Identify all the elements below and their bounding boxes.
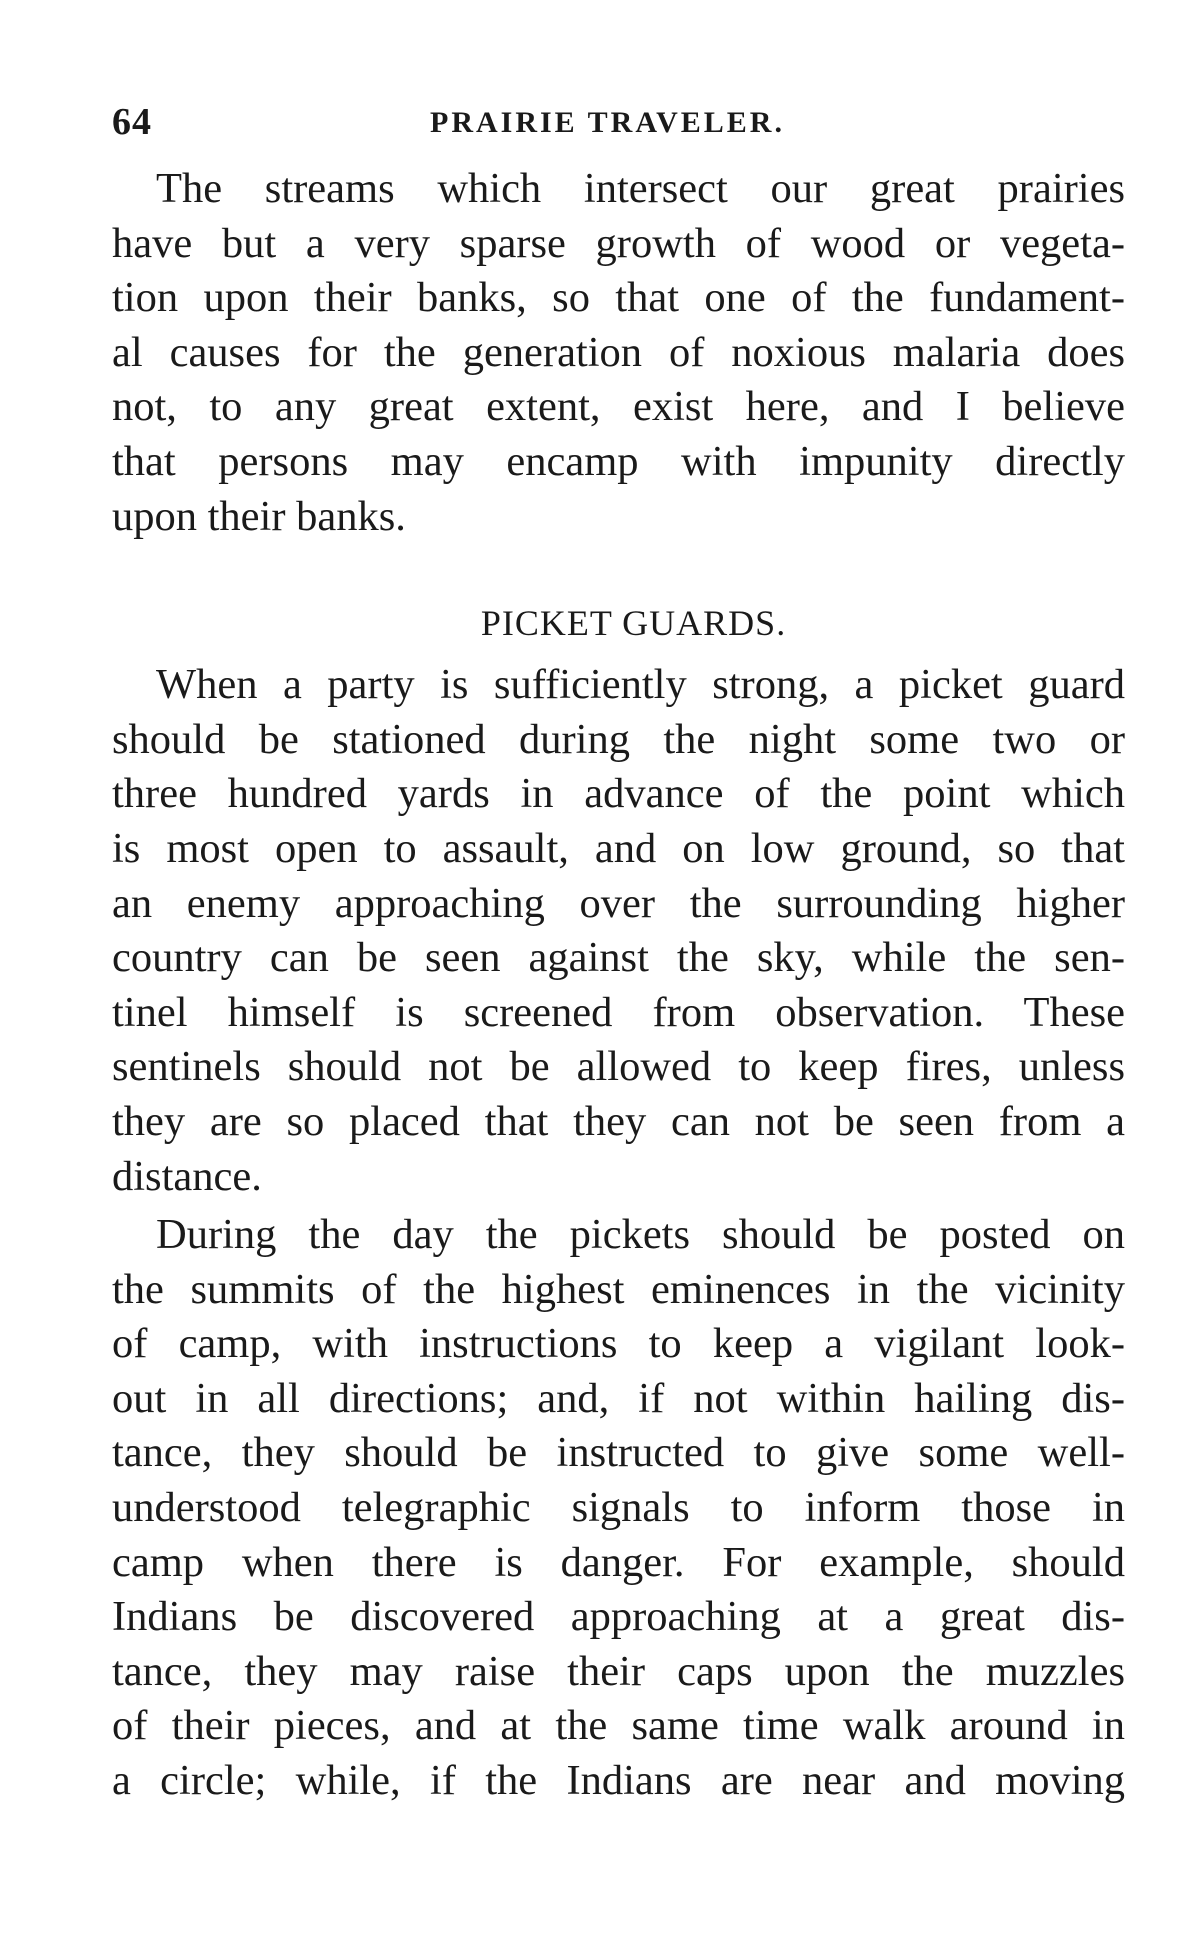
- text-line: tance, they should be instructed to give some well-: [112, 1429, 1125, 1477]
- text-line: country can be seen against the sky, while the sen-: [112, 934, 1125, 982]
- text-line: tinel himself is screened from observation. These: [112, 988, 1125, 1036]
- text-line: When a party is sufficiently strong, a picket guard: [156, 661, 1125, 709]
- text-line: should be stationed during the night some two or: [112, 715, 1125, 763]
- text-line: an enemy approaching over the surrounding higher: [112, 879, 1125, 927]
- running-head: [112, 100, 1125, 160]
- text-line: Indians be discovered approaching at a great dis-: [112, 1593, 1125, 1641]
- text-line: have but a very sparse growth of wood or vegeta-: [112, 219, 1125, 267]
- text-line: al causes for the generation of noxious malaria does: [112, 328, 1125, 376]
- section-heading: PICKET GUARDS.: [480, 603, 787, 644]
- text-line: During the day the pickets should be posted on: [156, 1211, 1125, 1259]
- text-line: not, to any great extent, exist here, and I believe: [112, 383, 1125, 431]
- text-line: three hundred yards in advance of the point which: [112, 770, 1125, 818]
- text-line: the summits of the highest eminences in the vicinity: [112, 1265, 1125, 1313]
- paragraph-streams: [112, 162, 1125, 544]
- text-line: distance.: [112, 1152, 262, 1200]
- text-line: that persons may encamp with impunity directly: [112, 437, 1125, 485]
- running-title: PRAIRIE TRAVELER.: [430, 106, 785, 139]
- book-page: [112, 100, 1125, 1809]
- text-line: The streams which intersect our great prairies: [156, 165, 1125, 212]
- text-line: sentinels should not be allowed to keep fires, unless: [112, 1043, 1125, 1091]
- text-line: of their pieces, and at the same time walk around in: [112, 1702, 1125, 1750]
- text-line: understood telegraphic signals to inform those in: [112, 1484, 1125, 1532]
- paragraph-day-pickets: [112, 1208, 1125, 1809]
- paragraph-picket-guard: [112, 658, 1125, 1204]
- text-line: camp when there is danger. For example, should: [112, 1538, 1125, 1586]
- text-line: a circle; while, if the Indians are near and moving: [112, 1757, 1125, 1805]
- text-line: upon their banks.: [112, 492, 406, 540]
- text-line: is most open to assault, and on low ground, so that: [112, 824, 1125, 872]
- text-line: they are so placed that they can not be seen from a: [112, 1097, 1125, 1145]
- page-number: 64: [112, 101, 152, 143]
- text-line: out in all directions; and, if not within hailing dis-: [112, 1374, 1125, 1422]
- text-line: of camp, with instructions to keep a vigilant look-: [112, 1320, 1125, 1368]
- text-line: tance, they may raise their caps upon the muzzles: [112, 1647, 1125, 1695]
- text-line: tion upon their banks, so that one of the fundament-: [112, 274, 1125, 322]
